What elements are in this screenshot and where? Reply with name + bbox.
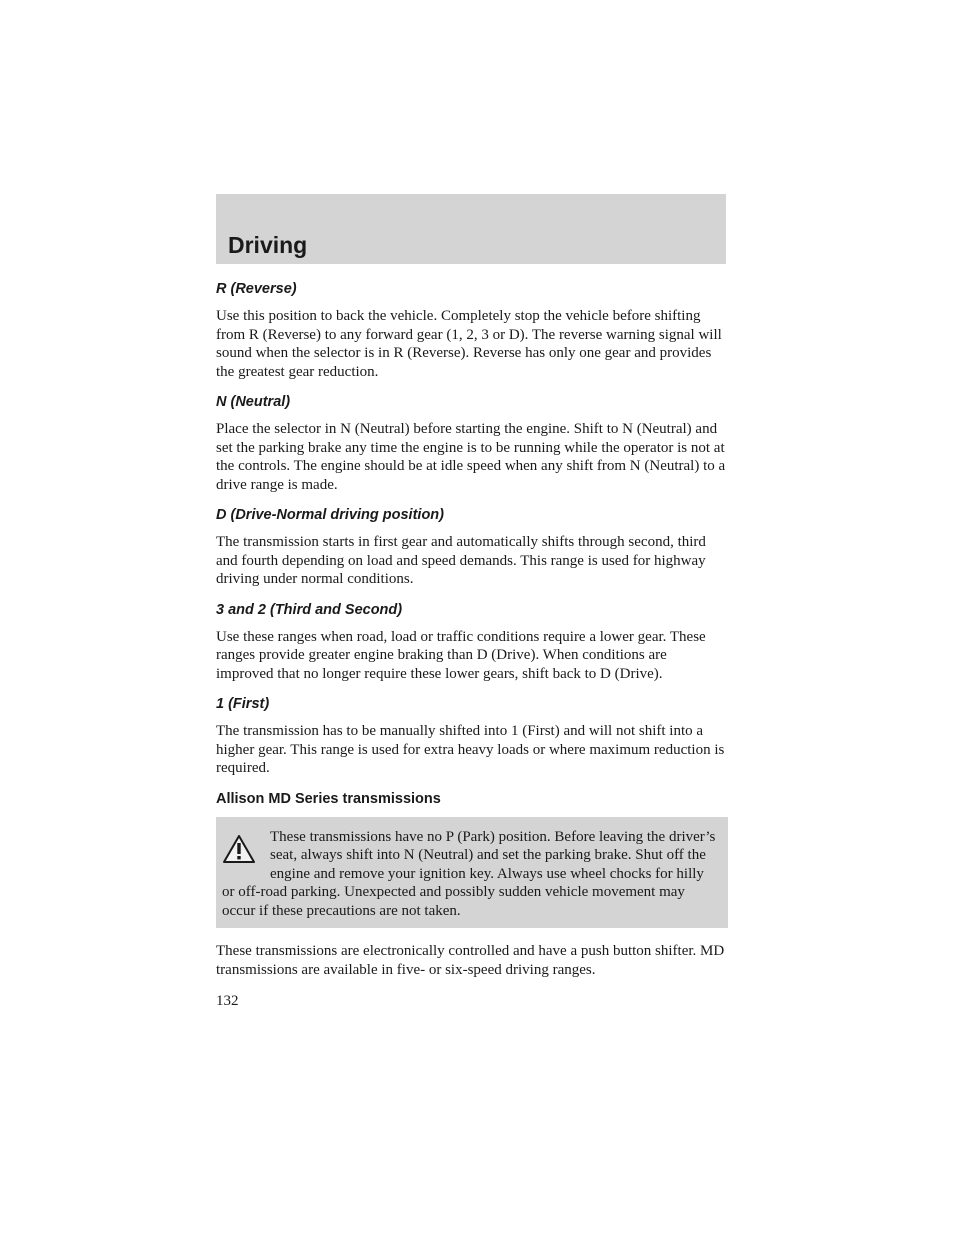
page-number: 132 (216, 993, 239, 1009)
allison-body: These transmissions are electronically controlled and have a push button shifter. MD transmissions are available in five- or six-speed driving ranges. (216, 943, 725, 978)
section-title-first: 1 (First) (216, 696, 270, 712)
warning-box (216, 817, 728, 929)
chapter-header (216, 194, 726, 264)
warning-text: These transmissions have no P (Park) position. Before leaving the driver’s seat, always shift into N (Neutral) and set the parking brake. Shut off the engine and remove your ignition key. Always use wheel chocks for hilly or off-road parking. Unexpected and possibly sudden vehicle movement may occur if these precautions are not taken. (222, 828, 716, 919)
section-title-neutral: N (Neutral) (216, 394, 291, 410)
section-title-drive: D (Drive-Normal driving position) (216, 507, 444, 523)
section-body-first: The transmission has to be manually shifted into 1 (First) and will not shift into a higher gear. This range is used for extra heavy loads or where maximum reduction is required. (216, 723, 725, 776)
section-title-allison: Allison MD Series transmissions (216, 790, 441, 807)
section-title-third-second: 3 and 2 (Third and Second) (216, 601, 403, 618)
section-body-drive: The transmission starts in first gear and automatically shifts through second, third and fourth depending on load and speed demands. This range is used for highway driving under normal conditions. (216, 534, 706, 587)
section-body-neutral: Place the selector in N (Neutral) before starting the engine. Shift to N (Neutral) and set the parking brake any time the engine is to be running while the operator is not at the controls. The engine should be at idle speed when any shift from N (Neutral) to a drive range is made. (216, 421, 726, 493)
page-content (216, 280, 728, 991)
section-body-reverse: Use this position to back the vehicle. Completely stop the vehicle before shifting from R (Reverse) to any forward gear (1, 2, 3 or D). The reverse warning signal will sound when the selector is in R (Reverse). Reverse has only one gear and provides the greatest gear reduction. (216, 308, 722, 380)
warning-triangle-icon (222, 834, 256, 864)
section-title-reverse: R (Reverse) (216, 281, 297, 297)
chapter-title: Driving (228, 232, 308, 258)
section-body-third-second: Use these ranges when road, load or traffic conditions require a lower gear. These ranges provide greater engine braking than D (Drive). When conditions are improved that no longer require these lower gears, shift back to D (Drive). (216, 628, 706, 682)
